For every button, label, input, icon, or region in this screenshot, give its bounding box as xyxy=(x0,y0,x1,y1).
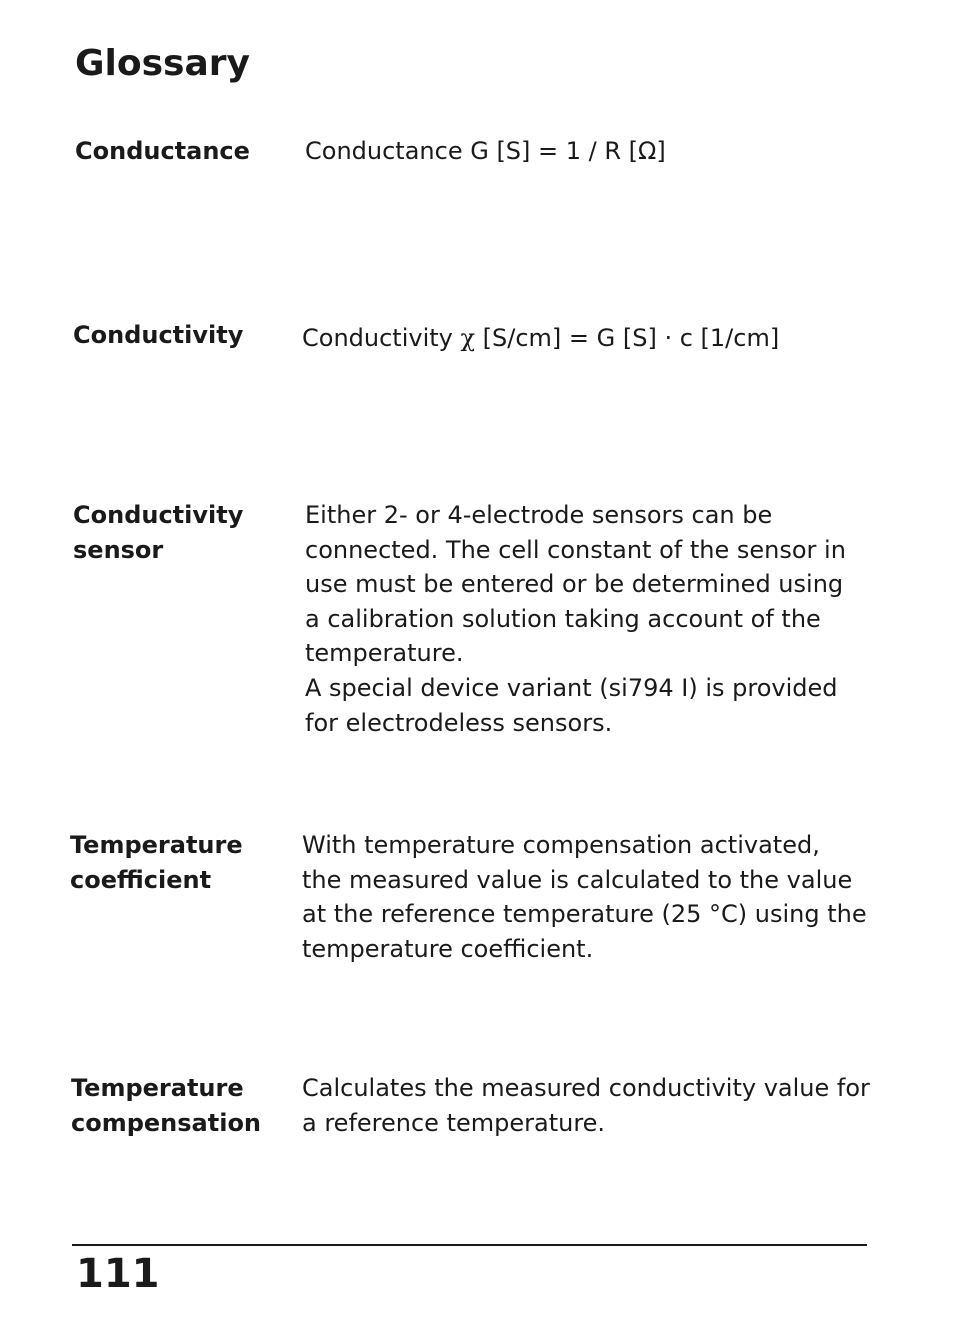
glossary-definition: Conductance G [S] = 1 / R [Ω] xyxy=(305,137,666,165)
glossary-definition: Either 2- or 4-electrode sensors can be connected. The cell constant of the sensor in use must be entered or be determined using a calibration solution taking account of the temperature. A special device variant (si794 I) is provided for electrodeless sensors. xyxy=(305,501,846,737)
glossary-term: Temperature coefficient xyxy=(70,831,243,894)
definition-suffix: [S/cm] = G [S] · c [1/cm] xyxy=(475,324,780,352)
glossary-term: Conductivity xyxy=(73,321,244,349)
glossary-term: Temperature compensation xyxy=(71,1074,262,1137)
glossary-term: Conductance xyxy=(75,137,250,165)
page-title: Glossary xyxy=(75,43,250,84)
glossary-term: Conductivity sensor xyxy=(73,501,244,564)
glossary-definition: With temperature compensation activated, the measured value is calculated to the value at the reference temperature (25 °C) using the temperature coefficient. xyxy=(302,831,867,963)
definition-prefix: Conductivity xyxy=(302,324,461,352)
glossary-definition xyxy=(302,321,877,356)
glossary-definition: Calculates the measured conductivity value for a reference temperature. xyxy=(302,1074,870,1137)
footer-divider xyxy=(72,1244,867,1246)
page-number: 111 xyxy=(76,1251,160,1297)
chi-symbol: χ xyxy=(460,324,476,352)
